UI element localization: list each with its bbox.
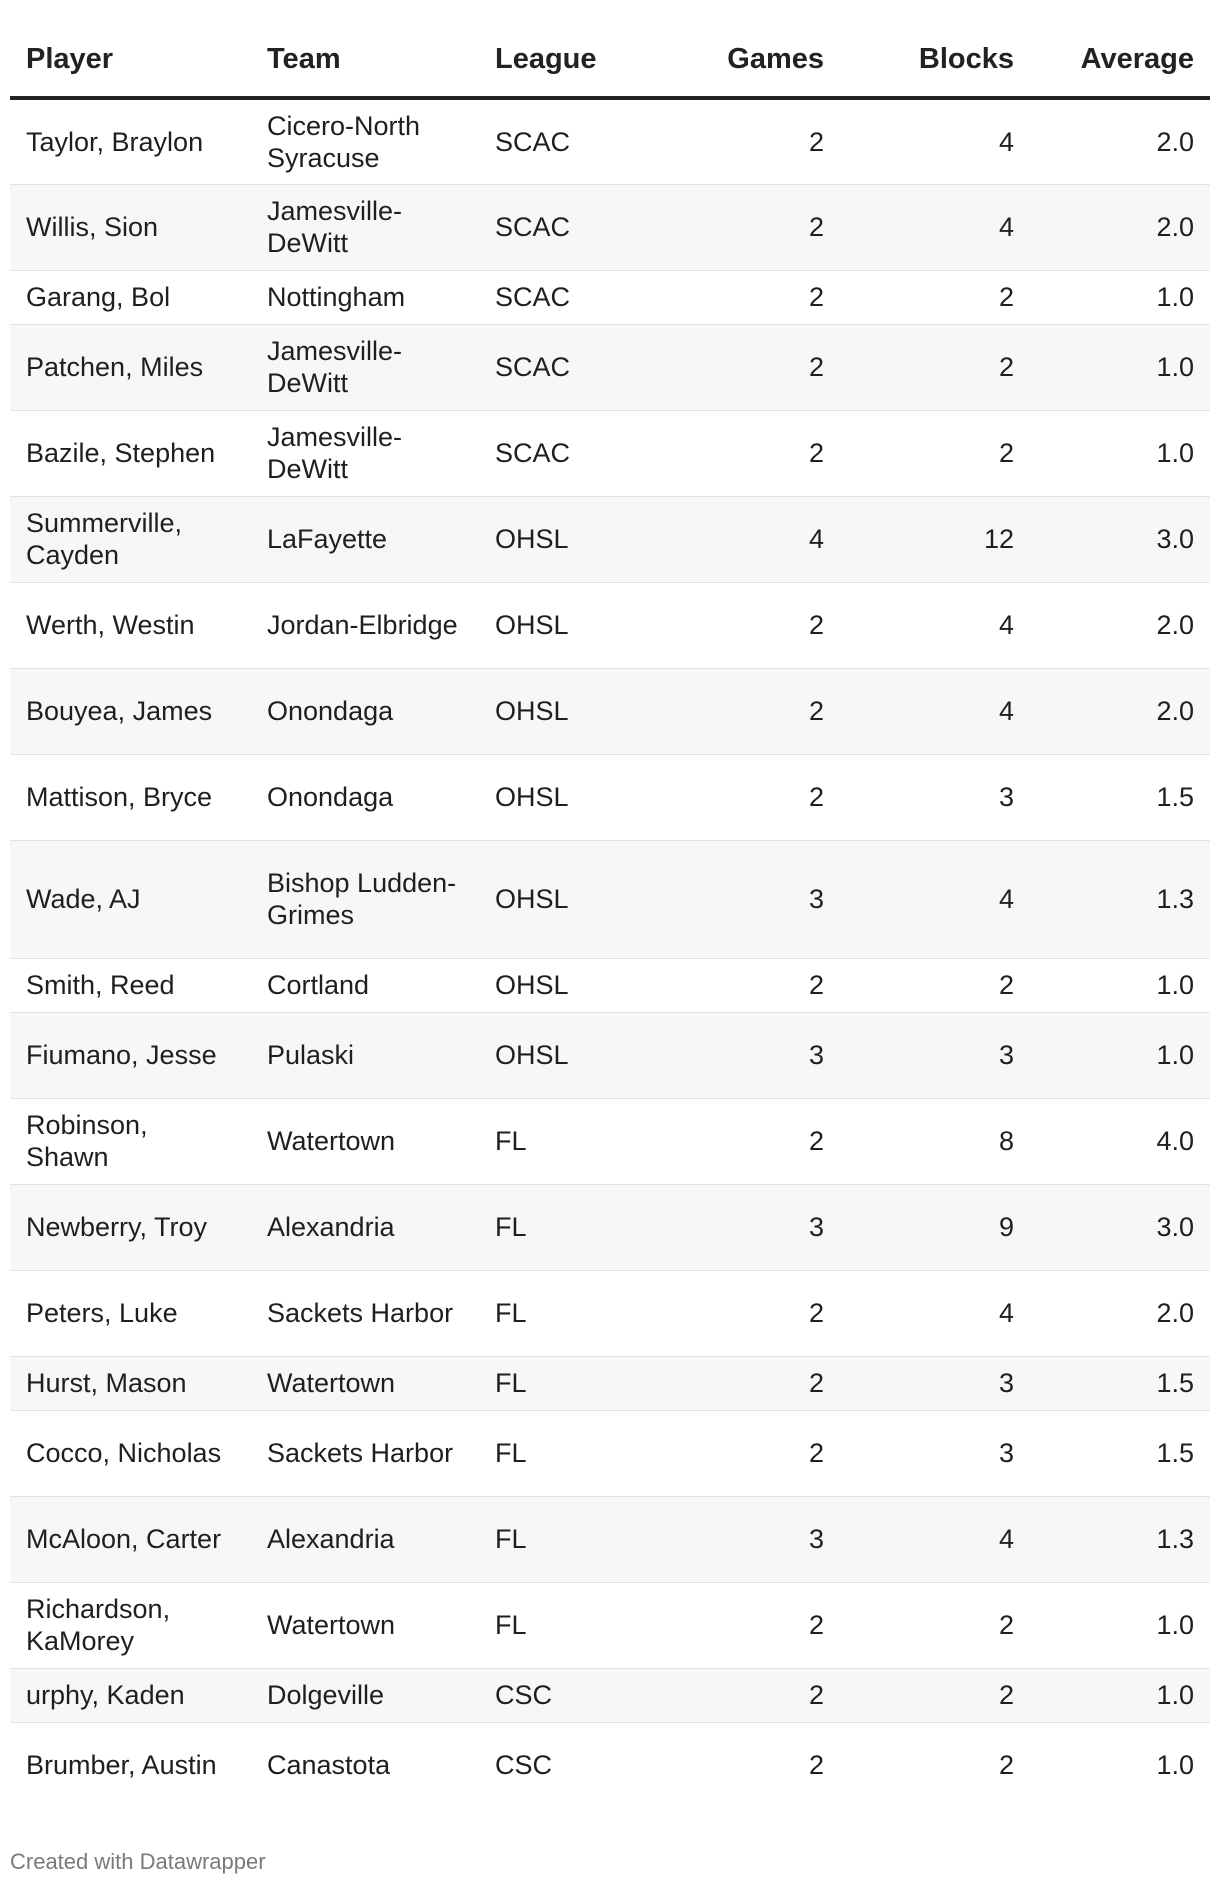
cell-average: 1.3 bbox=[1030, 1496, 1210, 1582]
table-row bbox=[10, 1496, 1210, 1582]
cell-league: FL bbox=[479, 1356, 669, 1410]
cell-team: Cicero-North Syracuse bbox=[251, 98, 479, 184]
column-header-league[interactable]: League bbox=[479, 22, 669, 98]
cell-team: Cortland bbox=[251, 958, 479, 1012]
cell-league: FL bbox=[479, 1098, 669, 1184]
cell-average: 1.0 bbox=[1030, 1582, 1210, 1668]
table-row bbox=[10, 1098, 1210, 1184]
cell-blocks: 2 bbox=[840, 958, 1030, 1012]
column-header-average[interactable]: Average bbox=[1030, 22, 1210, 98]
cell-team: Alexandria bbox=[251, 1184, 479, 1270]
cell-games: 2 bbox=[669, 1410, 840, 1496]
cell-blocks: 2 bbox=[840, 410, 1030, 496]
cell-average: 2.0 bbox=[1030, 582, 1210, 668]
cell-games: 3 bbox=[669, 840, 840, 958]
cell-league: SCAC bbox=[479, 98, 669, 184]
cell-player: Peters, Luke bbox=[10, 1270, 251, 1356]
cell-league: CSC bbox=[495, 1750, 553, 1781]
cell-blocks: 3 bbox=[840, 1356, 1030, 1410]
cell-player: Patchen, Miles bbox=[10, 324, 251, 410]
cell-average: 1.5 bbox=[1030, 754, 1210, 840]
table-row bbox=[10, 1410, 1210, 1496]
cell-team: Jamesville-DeWitt bbox=[251, 324, 479, 410]
table-row bbox=[10, 1668, 1210, 1722]
cell-league: OHSL bbox=[479, 840, 669, 958]
table-row bbox=[10, 958, 1210, 1012]
cell-average: 3.0 bbox=[1030, 1184, 1210, 1270]
cell-games: 2 bbox=[669, 668, 840, 754]
cell-average: 1.0 bbox=[1030, 1012, 1210, 1098]
cell-games: 2 bbox=[669, 1668, 840, 1722]
column-header-games[interactable]: Games bbox=[669, 22, 840, 98]
cell-games: 2 bbox=[669, 582, 840, 668]
cell-games: 2 bbox=[669, 184, 840, 270]
cell-blocks: 2 bbox=[840, 1582, 1030, 1668]
table-body bbox=[10, 98, 1210, 1808]
cell-average: 2.0 bbox=[1030, 1270, 1210, 1356]
cell-blocks: 2 bbox=[840, 270, 1030, 324]
cell-average: 1.0 bbox=[1156, 1750, 1194, 1781]
cell-player: McAloon, Carter bbox=[10, 1496, 251, 1582]
cell-player: Richardson, KaMorey bbox=[10, 1582, 251, 1668]
cell-games: 2 bbox=[669, 324, 840, 410]
cell-average: 2.0 bbox=[1030, 184, 1210, 270]
cell-games: 2 bbox=[669, 1098, 840, 1184]
cell-league: OHSL bbox=[479, 958, 669, 1012]
cell-blocks: 8 bbox=[840, 1098, 1030, 1184]
cell-blocks: 3 bbox=[840, 754, 1030, 840]
cell-league: SCAC bbox=[479, 410, 669, 496]
cell-team: Watertown bbox=[251, 1356, 479, 1410]
cell-blocks: 4 bbox=[840, 582, 1030, 668]
cell-league: SCAC bbox=[479, 270, 669, 324]
table-row bbox=[10, 754, 1210, 840]
cell-player: Willis, Sion bbox=[10, 184, 251, 270]
cell-league: FL bbox=[479, 1410, 669, 1496]
cell-league: FL bbox=[479, 1496, 669, 1582]
cell-games: 3 bbox=[669, 1184, 840, 1270]
cell-games: 2 bbox=[669, 754, 840, 840]
cell-team: Nottingham bbox=[251, 270, 479, 324]
cell-team: LaFayette bbox=[251, 496, 479, 582]
table-row bbox=[10, 1722, 1210, 1808]
cell-player: Cocco, Nicholas bbox=[10, 1410, 251, 1496]
cell-player: urphy, Kaden bbox=[10, 1668, 251, 1722]
cell-average: 1.5 bbox=[1030, 1410, 1210, 1496]
cell-blocks: 4 bbox=[840, 1496, 1030, 1582]
cell-team: Pulaski bbox=[251, 1012, 479, 1098]
cell-team: Alexandria bbox=[251, 1496, 479, 1582]
table-row bbox=[10, 668, 1210, 754]
datawrapper-credit: Created with Datawrapper bbox=[10, 1849, 266, 1874]
cell-average: 1.0 bbox=[1030, 1668, 1210, 1722]
cell-games: 2 bbox=[669, 410, 840, 496]
cell-average: 3.0 bbox=[1030, 496, 1210, 582]
cell-blocks: 4 bbox=[840, 1270, 1030, 1356]
table-header-row bbox=[10, 22, 1210, 98]
cell-games: 2 bbox=[669, 270, 840, 324]
cell-team: Jamesville-DeWitt bbox=[251, 410, 479, 496]
cell-games: 2 bbox=[669, 98, 840, 184]
cell-games: 2 bbox=[669, 958, 840, 1012]
cell-average: 1.0 bbox=[1030, 410, 1210, 496]
cell-player: Wade, AJ bbox=[10, 840, 251, 958]
table-row bbox=[10, 1270, 1210, 1356]
cell-blocks: 2 bbox=[840, 324, 1030, 410]
cell-league: FL bbox=[479, 1270, 669, 1356]
cell-blocks: 4 bbox=[840, 840, 1030, 958]
cell-league: OHSL bbox=[479, 668, 669, 754]
table-row bbox=[10, 98, 1210, 184]
table-row bbox=[10, 1184, 1210, 1270]
table-row bbox=[10, 496, 1210, 582]
cell-player: Hurst, Mason bbox=[10, 1356, 251, 1410]
cell-blocks: 4 bbox=[840, 98, 1030, 184]
cell-average: 1.0 bbox=[1030, 270, 1210, 324]
table-row bbox=[10, 1356, 1210, 1410]
cell-league: OHSL bbox=[479, 582, 669, 668]
cell-player: Bazile, Stephen bbox=[10, 410, 251, 496]
cell-league: SCAC bbox=[479, 324, 669, 410]
cell-team: Onondaga bbox=[251, 668, 479, 754]
cell-average: 4.0 bbox=[1030, 1098, 1210, 1184]
cell-player: Mattison, Bryce bbox=[10, 754, 251, 840]
cell-player: Smith, Reed bbox=[10, 958, 251, 1012]
cell-player: Robinson, Shawn bbox=[10, 1098, 251, 1184]
cell-league: SCAC bbox=[479, 184, 669, 270]
blocks-leaders-table bbox=[10, 22, 1210, 1808]
column-header-player[interactable]: Player bbox=[10, 22, 251, 98]
cell-average: 2.0 bbox=[1030, 668, 1210, 754]
cell-blocks: 2 bbox=[998, 1750, 1014, 1781]
cell-player: Fiumano, Jesse bbox=[10, 1012, 251, 1098]
cell-team: Canastota bbox=[267, 1750, 391, 1781]
table-row bbox=[10, 410, 1210, 496]
cell-blocks: 3 bbox=[840, 1012, 1030, 1098]
cell-average: 2.0 bbox=[1030, 98, 1210, 184]
cell-average: 1.0 bbox=[1030, 958, 1210, 1012]
cell-games: 2 bbox=[669, 1270, 840, 1356]
cell-team: Bishop Ludden-Grimes bbox=[251, 840, 479, 958]
cell-games: 2 bbox=[669, 1582, 840, 1668]
cell-blocks: 3 bbox=[840, 1410, 1030, 1496]
cell-blocks: 4 bbox=[840, 668, 1030, 754]
table-row bbox=[10, 840, 1210, 958]
cell-player: Brumber, Austin bbox=[26, 1750, 217, 1781]
cell-games: 4 bbox=[669, 496, 840, 582]
cell-average: 1.0 bbox=[1030, 324, 1210, 410]
cell-league: FL bbox=[479, 1184, 669, 1270]
cell-blocks: 2 bbox=[840, 1668, 1030, 1722]
cell-team: Sackets Harbor bbox=[251, 1410, 479, 1496]
cell-player: Garang, Bol bbox=[10, 270, 251, 324]
cell-average: 1.3 bbox=[1030, 840, 1210, 958]
cell-league: OHSL bbox=[479, 754, 669, 840]
table-row bbox=[10, 184, 1210, 270]
cell-league: OHSL bbox=[479, 496, 669, 582]
cell-player: Taylor, Braylon bbox=[10, 98, 251, 184]
cell-team: Dolgeville bbox=[251, 1668, 479, 1722]
table-row bbox=[10, 1582, 1210, 1668]
column-header-blocks[interactable]: Blocks bbox=[840, 22, 1030, 98]
cell-games: 2 bbox=[808, 1750, 824, 1781]
cell-player: Werth, Westin bbox=[10, 582, 251, 668]
cell-team: Jordan-Elbridge bbox=[251, 582, 479, 668]
cell-games: 3 bbox=[669, 1012, 840, 1098]
cell-player: Newberry, Troy bbox=[10, 1184, 251, 1270]
cell-average: 1.5 bbox=[1030, 1356, 1210, 1410]
cell-blocks: 9 bbox=[840, 1184, 1030, 1270]
cell-league: CSC bbox=[479, 1668, 669, 1722]
cell-league: OHSL bbox=[479, 1012, 669, 1098]
cell-player: Summerville, Cayden bbox=[10, 496, 251, 582]
cell-league: FL bbox=[479, 1582, 669, 1668]
cell-blocks: 4 bbox=[840, 184, 1030, 270]
cell-team: Watertown bbox=[251, 1582, 479, 1668]
cell-player: Bouyea, James bbox=[10, 668, 251, 754]
table-row bbox=[10, 270, 1210, 324]
cell-games: 3 bbox=[669, 1496, 840, 1582]
table-row bbox=[10, 324, 1210, 410]
cell-blocks: 12 bbox=[840, 496, 1030, 582]
cell-team: Sackets Harbor bbox=[251, 1270, 479, 1356]
cell-team: Jamesville-DeWitt bbox=[251, 184, 479, 270]
table-row bbox=[10, 1012, 1210, 1098]
cell-team: Watertown bbox=[251, 1098, 479, 1184]
column-header-team[interactable]: Team bbox=[251, 22, 479, 98]
cell-team: Onondaga bbox=[251, 754, 479, 840]
cell-games: 2 bbox=[669, 1356, 840, 1410]
data-table-container bbox=[10, 22, 1210, 1808]
table-row bbox=[10, 582, 1210, 668]
